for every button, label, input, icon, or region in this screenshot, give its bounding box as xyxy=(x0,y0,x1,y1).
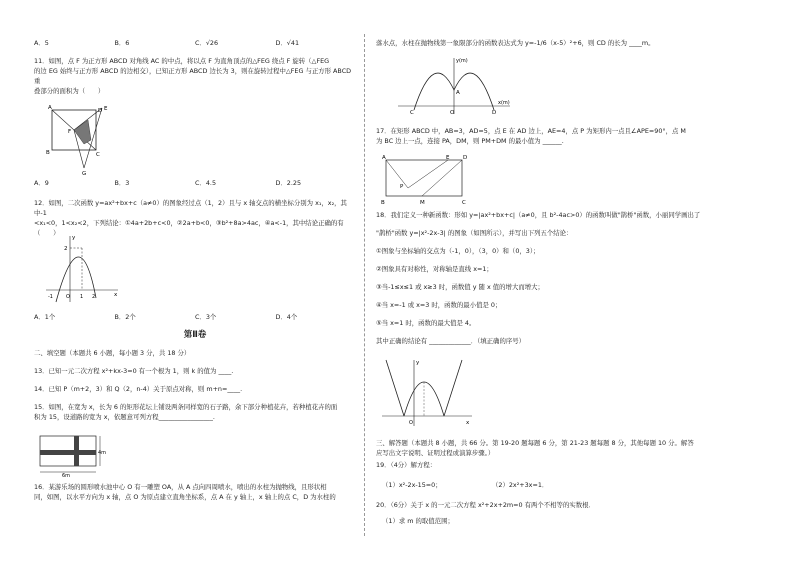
label-e: E xyxy=(446,155,450,161)
label-c: C xyxy=(462,200,466,206)
question-13: 13．已知一元二次方程 x²+kx-3=0 有一个根为 1，则 k 的值为 ____. xyxy=(34,367,234,375)
dim-width: 6m xyxy=(62,473,71,478)
part-2-title: 第Ⅱ卷 xyxy=(183,330,207,340)
q20-part-1: （1）求 m 的取值范围； xyxy=(382,517,454,525)
q11-line-2: 的边 EG 始终与正方形 ABCD 的边相交），已知正方形 ABCD 边长为 3，则在旋转过程中△FEG 与正方形 ABCD 重 xyxy=(34,67,352,85)
tick-x2: 2 xyxy=(92,294,96,300)
q18-tail: 其中正确的结论有 _____________．（填正确的序号） xyxy=(376,337,526,345)
label-g: G xyxy=(82,171,87,176)
axis-y-label: y xyxy=(416,360,420,366)
q18-line-2: "鹊桥"函数 y=|x²-2x-3| 的图象（如图所示），并写出下列五个结论： xyxy=(376,229,573,237)
option-c: C．4.5 xyxy=(195,179,217,187)
label-a: A xyxy=(48,105,52,111)
origin-label: O xyxy=(66,294,70,300)
q19-part-1: （1）x²-2x-15=0； xyxy=(382,481,442,489)
label-p: P xyxy=(400,184,404,190)
option-b: B．6 xyxy=(114,39,130,47)
answer-heading xyxy=(376,438,694,458)
q16-line-2: 同，如图，以水平方向为 x 轴，点 O 为原点建立直角坐标系，点 A 在 y 轴上，x 轴上的点 C，D 为水柱的 xyxy=(34,493,336,501)
q18-item-1: ①图象与坐标轴的交点为（-1，0），（3，0）和（0，3）； xyxy=(376,247,540,255)
label-d: D xyxy=(463,155,468,161)
axis-x-label: x xyxy=(114,292,118,298)
q16-figure xyxy=(394,54,514,119)
q12-options xyxy=(34,312,356,322)
option-c: C．3个 xyxy=(195,313,217,321)
label-d: D xyxy=(98,108,103,114)
q10-options xyxy=(34,38,356,48)
question-14: 14．已知 P（m+2，3）和 Q（2，n-4）关于原点对称，则 m+n=____. xyxy=(34,385,243,393)
tick-2: 2 xyxy=(64,246,68,252)
question-16-start xyxy=(34,482,336,502)
q16-line-1: 16．某游乐场的圆形喷水池中心 O 有一雕塑 OA，从 A 点向四周喷水，喷出的水柱为抛物线，且形状相 xyxy=(34,483,327,491)
label-m: M xyxy=(420,200,425,206)
q11-figure xyxy=(44,104,124,179)
q12-graph xyxy=(42,232,122,307)
q16-continued: 落水点，水柱在抛物线第一象限部分的函数表达式为 y=-1/6（x-5）²+6，则 CD 的长为 ____m。 xyxy=(376,39,655,47)
q19-parts xyxy=(382,480,602,490)
option-a: A．5 xyxy=(34,39,49,47)
question-11 xyxy=(34,56,356,96)
q20-title: 20．（6分）关于 x 的一元二次方程 x²+2x+2m=0 有两个不相等的实数根． xyxy=(376,501,595,509)
q11-line-1: 11．如图，点 F 为正方形 ABCD 对角线 AC 的中点，将以点 F 为直角顶点的△FEG 绕点 F 旋转（△FEG xyxy=(34,57,330,65)
question-18 xyxy=(376,210,700,346)
point-d: D xyxy=(492,110,497,116)
option-d: D．2.25 xyxy=(275,179,302,187)
option-d: D．4个 xyxy=(275,313,298,321)
label-e: E xyxy=(104,106,108,112)
axis-y-label: y(m) xyxy=(456,58,468,64)
option-b: B．2个 xyxy=(114,313,136,321)
q12-line-3: （ ） xyxy=(34,229,60,237)
answer-heading-line-1: 三、解答题（本题共 8 小题，共 66 分。第 19-20 题每题 6 分，第 21-23 题每题 8 分，其他每题 10 分。解答 xyxy=(376,439,694,447)
option-c: C．√26 xyxy=(195,39,219,47)
q12-line-1: 12．如图，二次函数 y=ax²+bx+c（a≠0）的图象经过点（1，2）且与 x 轴交点的横坐标分别为 x₁，x₂，其中-1 xyxy=(34,199,347,217)
q18-item-4: ④当 x=-1 或 x=3 时，函数的最小值是 0； xyxy=(376,301,502,309)
q17-line-1: 17．在矩形 ABCD 中，AB=3，AD=5，点 E 在 AD 边上，AE=4，点 P 为矩形内一点且∠APE=90°，点 M xyxy=(376,127,686,135)
point-a: A xyxy=(456,90,460,96)
option-a: A．9 xyxy=(34,179,49,187)
label-b: B xyxy=(381,200,385,206)
option-d: D．√41 xyxy=(275,39,300,47)
label-b: B xyxy=(46,150,50,156)
q18-item-3: ③当-1≤x≤1 或 x≥3 时，函数值 y 随 x 值的增大而增大； xyxy=(376,283,544,291)
option-a: A．1个 xyxy=(34,313,56,321)
point-c: C xyxy=(410,110,414,116)
origin-label: O xyxy=(409,420,413,426)
q15-line-2: 积为 15，设道路的宽为 x，依题意可列方程_________________. xyxy=(34,413,215,421)
option-b: B．3 xyxy=(114,179,130,187)
q18-item-2: ②图象具有对称性，对称轴是直线 x=1； xyxy=(376,265,493,273)
fill-in-heading: 二、填空题（本题共 6 小题，每小题 3 分，共 18 分） xyxy=(34,349,191,357)
label-f: F xyxy=(68,129,72,135)
dim-height: 4m xyxy=(98,450,107,456)
q19-part-2: （2）2x²+3x=1． xyxy=(492,481,549,489)
tick-minus1: -1 xyxy=(48,294,53,300)
q18-line-1: 18．我们定义一种新函数：形如 y=|ax²+bx+c|（a≠0，且 b²-4ac>0）的函数叫做"鹊桥"函数，小丽同学画出了 xyxy=(376,211,701,219)
q18-item-5: ⑤当 x=1 时，函数的最大值是 4。 xyxy=(376,319,476,327)
column-divider xyxy=(364,34,365,536)
q18-graph xyxy=(380,356,476,431)
label-c: C xyxy=(96,152,100,158)
tick-1: 1 xyxy=(80,294,84,300)
question-15 xyxy=(34,402,337,422)
q15-figure xyxy=(38,432,108,481)
question-17 xyxy=(376,126,686,146)
q11-line-3: 叠部分的面积为（ ） xyxy=(34,87,105,95)
q19-title: 19．（4分）解方程： xyxy=(376,461,437,469)
q15-line-1: 15．如图，在宽为 x，长为 6 的矩形花坛上铺设两条同样宽的石子路，余下部分种植花卉，若种植花卉的面 xyxy=(34,403,338,411)
point-o: O xyxy=(450,110,455,116)
q11-options xyxy=(34,178,356,188)
answer-heading-line-2: 应写出文字说明、证明过程或演算步骤。） xyxy=(376,449,495,457)
q12-line-2: <x₁<0，1<x₂<2，下列结论：①4a+2b+c<0，②2a+b<0，③b²+8a>4ac，④a<-1，其中结论正确的有 xyxy=(34,219,344,227)
label-a: A xyxy=(382,155,386,161)
axis-y-label: y xyxy=(72,235,76,241)
q17-line-2: 为 BC 边上一点，连接 PA，DM，则 PM+DM 的最小值为 ______. xyxy=(376,137,564,145)
axis-x-label: x xyxy=(466,420,470,426)
axis-x-label: x(m) xyxy=(498,100,510,106)
q17-figure xyxy=(378,152,470,209)
